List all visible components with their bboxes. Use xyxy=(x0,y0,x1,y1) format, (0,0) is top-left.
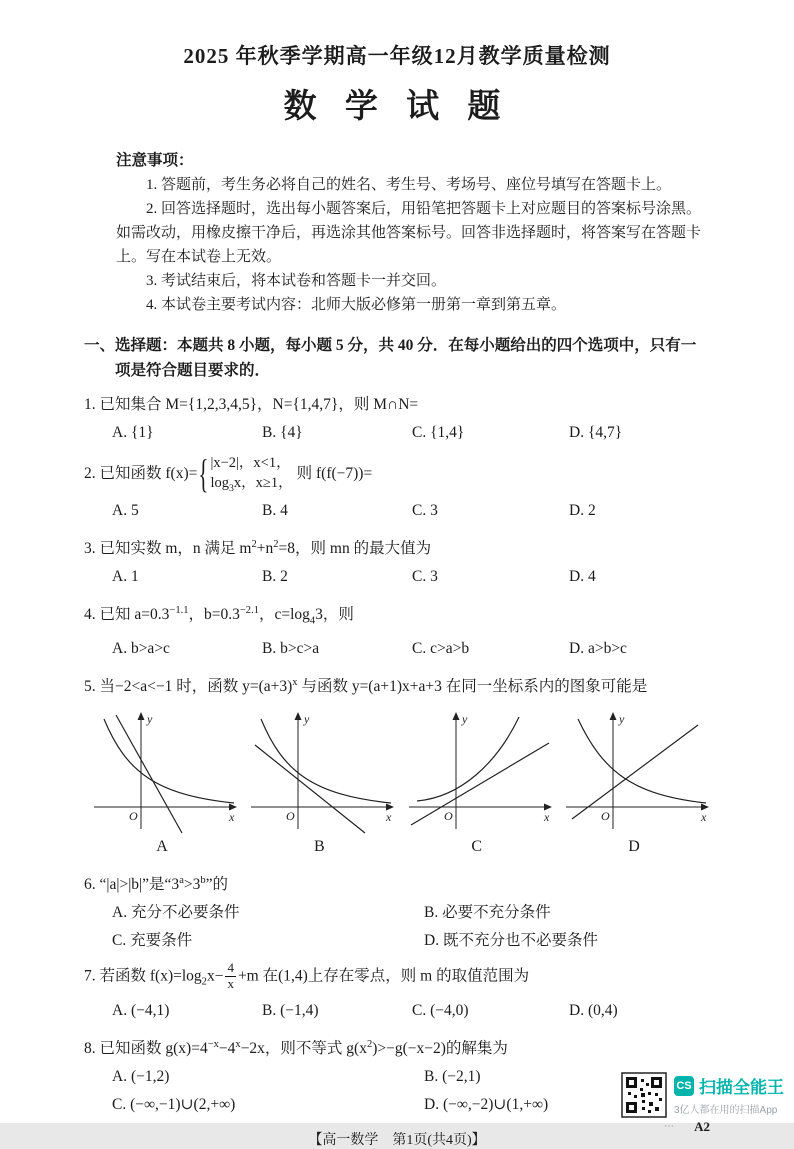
question-2-options xyxy=(84,498,710,523)
watermark-slogan: 3亿人都在用的扫描App xyxy=(674,1105,778,1116)
notice-heading: 注意事项： xyxy=(116,152,194,169)
page-footer xyxy=(84,1119,710,1149)
q5-graph-option-b xyxy=(243,707,395,859)
option-c: C. 充要条件 xyxy=(112,932,193,950)
question-7-stem: 7. 若函数 $f(x)=\log_2x-$ $\frac{4}{x}$ +m 在(1,4)上存在零点，则 m 的取值范围为 xyxy=(84,960,530,991)
notice-item-1: 1. 答题前，考生务必将自己的姓名、考生号、考场号、座位号填写在答题卡上。 xyxy=(146,177,672,193)
question-8 xyxy=(84,1032,710,1117)
svg-text:O: O xyxy=(600,809,610,824)
question-1-stem: 1. 已知集合 M={1,2,3,4,5}，N={1,4,7}，则 M∩N= xyxy=(84,396,419,413)
notice-item-4: 4. 本试卷主要考试内容：北师大版必修第一册第一章到第五章。 xyxy=(146,297,567,313)
question-6 xyxy=(84,868,710,953)
option-c: C. {1,4} xyxy=(412,424,465,441)
option-d: D. (0,4) xyxy=(569,1001,618,1019)
exam-subtitle: 数 学 试 题 xyxy=(283,89,511,125)
notice-item-3: 3. 考试结束后，将本试卷和答题卡一并交回。 xyxy=(146,273,447,289)
option-c: C. (−4,0) xyxy=(412,1001,469,1019)
svg-text:O: O xyxy=(129,809,138,824)
option-b: B. (−2,1) xyxy=(424,1068,481,1086)
svg-text:y: y xyxy=(304,712,310,727)
question-2 xyxy=(84,450,710,523)
question-3 xyxy=(84,532,710,589)
question-2-stem: 2. 已知函数 f(x)={ |x−2|，x<1， $\log_3x$，x≥1， 则 f(f(−7))= xyxy=(84,450,373,497)
question-3-options xyxy=(84,564,710,589)
question-6-stem: 6. “|a|>|b|”是“$3^a>3^b$”的 xyxy=(84,875,229,894)
option-a: A. 充分不必要条件 xyxy=(112,904,240,922)
question-4 xyxy=(84,598,710,661)
option-a: A. b>a>c xyxy=(112,640,170,658)
footer-dots: ⋯ xyxy=(664,1121,674,1133)
exam-title: 2025 年秋季学期高一年级12月教学质量检测 xyxy=(183,44,611,68)
option-d: D. a>b>c xyxy=(569,640,627,658)
question-1-options xyxy=(84,420,710,445)
option-c: C. 3 xyxy=(412,501,438,519)
svg-text:x: x xyxy=(229,810,235,825)
footer-text: 【高一数学 第1页(共4页)】 xyxy=(308,1133,486,1149)
graph-a-label: A xyxy=(156,838,168,856)
graph-d-label: D xyxy=(628,838,640,856)
option-b: B. 4 xyxy=(262,501,288,519)
notice-item-2: 2. 回答选择题时，选出每小题答案后，用铅笔把答题卡上对应题目的答案标号涂黑。如需改动，用橡皮擦干净后，再选涂其他答案标号。回答非选择题时，将答案写在答题卡上。写在本试卷上无效。 xyxy=(116,201,702,265)
graph-b-label: B xyxy=(313,838,325,856)
option-d: D. 4 xyxy=(569,567,596,585)
question-6-options xyxy=(84,900,710,953)
option-d: D. {4,7} xyxy=(569,424,623,441)
q5-graph-option-c xyxy=(401,707,553,859)
footer-code: A2 xyxy=(694,1119,710,1135)
option-a: A. {1} xyxy=(112,424,154,441)
svg-text:x: x xyxy=(386,810,392,825)
graph-c-plot xyxy=(401,707,553,833)
watermark-brand: 扫描全能王 xyxy=(699,1078,784,1097)
option-a: A. (−1,2) xyxy=(112,1068,170,1086)
q5-graph-option-d xyxy=(558,707,710,859)
question-8-stem: 8. 已知函数 $g(x)=4^{-x}-4^x-2x$，则不等式 $g(x^2)>-g(-x-2)$的解集为 xyxy=(84,1038,508,1058)
option-a: A. 1 xyxy=(112,567,139,585)
graph-b-plot xyxy=(243,707,395,833)
scanner-watermark xyxy=(622,1073,784,1117)
cs-logo-icon: CS xyxy=(674,1076,694,1096)
qr-code xyxy=(622,1073,666,1117)
question-5 xyxy=(84,670,710,859)
svg-text:y: y xyxy=(618,712,625,727)
option-c: C. 3 xyxy=(412,567,438,585)
option-c: C. c>a>b xyxy=(412,640,470,658)
question-4-stem: 4. 已知 $a=0.3^{-1.1}$，$b=0.3^{-2.1}$，$c=\log_43$，则 xyxy=(84,604,354,627)
graph-c-label: C xyxy=(471,838,482,856)
notice-block xyxy=(116,149,710,317)
svg-text:x: x xyxy=(700,810,707,825)
option-a: A. 5 xyxy=(112,501,139,519)
question-4-options xyxy=(84,636,710,661)
watermark-text xyxy=(674,1073,784,1116)
question-8-options xyxy=(84,1064,710,1117)
option-b: B. 2 xyxy=(262,567,288,585)
svg-text:O: O xyxy=(286,809,295,824)
option-a: A. (−4,1) xyxy=(112,1001,170,1019)
graph-a-plot xyxy=(86,707,238,833)
q5-graph-option-a xyxy=(86,707,238,859)
question-1 xyxy=(84,392,710,445)
section-heading: 一、选择题：本题共 8 小题，每小题 5 分，共 40 分．在每小题给出的四个选项中，只有一项是符合题目要求的． xyxy=(84,337,697,379)
option-b: B. {4} xyxy=(262,424,303,441)
option-c: C. (−∞,−1)∪(2,+∞) xyxy=(112,1096,236,1114)
option-d: D. 2 xyxy=(569,501,596,519)
svg-text:O: O xyxy=(443,809,453,824)
graph-d-plot xyxy=(558,707,710,833)
option-b: B. b>c>a xyxy=(262,640,320,658)
question-5-stem: 5. 当−2<a<−1 时，函数 $y=(a+3)^x$ 与函数 y=(a+1)x+a+3 在同一坐标系内的图象可能是 xyxy=(84,677,648,696)
option-d: D. 既不充分也不必要条件 xyxy=(424,932,598,950)
svg-text:y: y xyxy=(147,712,153,727)
q5-graph-options xyxy=(86,707,710,859)
question-7 xyxy=(84,962,710,1022)
option-b: B. (−1,4) xyxy=(262,1001,319,1019)
option-d: D. (−∞,−2)∪(1,+∞) xyxy=(424,1096,549,1114)
option-b: B. 必要不充分条件 xyxy=(424,904,551,922)
svg-text:y: y xyxy=(461,712,467,727)
question-3-stem: 3. 已知实数 m，n 满足 $m^2+n^2=8$，则 mn 的最大值为 xyxy=(84,538,432,557)
svg-text:x: x xyxy=(543,810,549,825)
question-7-options xyxy=(84,998,710,1023)
